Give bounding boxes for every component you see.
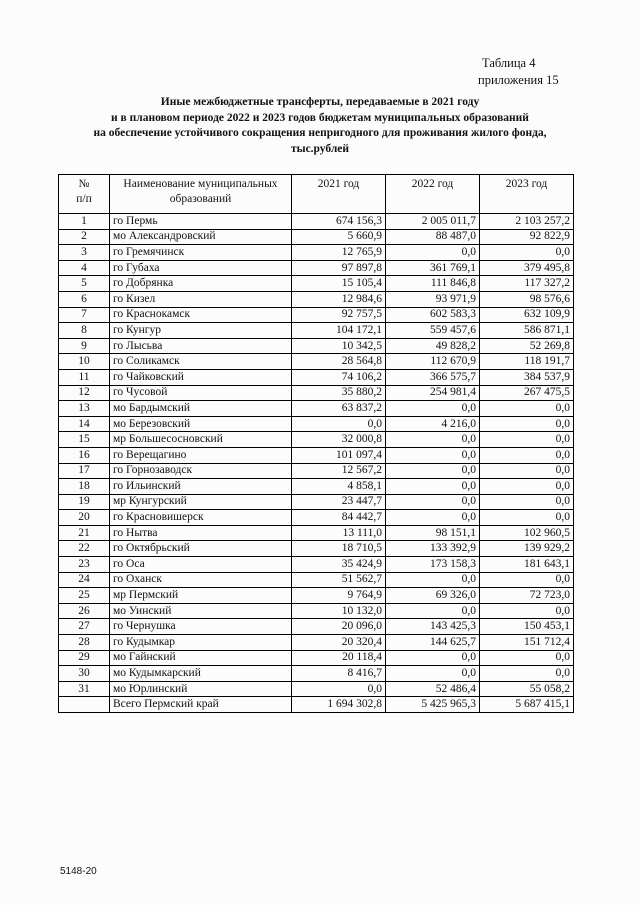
row-value-2021: 101 097,4 [292,447,386,463]
row-value-2021: 12 765,9 [292,245,386,261]
row-municipality: го Добрянка [110,276,292,292]
row-value-2022: 112 670,9 [386,354,480,370]
title-line-1: Иные межбюджетные трансферты, передаваемые в 2021 году [160,96,480,108]
row-municipality: го Кунгур [110,323,292,339]
row-value-2021: 97 897,8 [292,260,386,276]
document-title [60,95,580,157]
row-number: 29 [59,650,110,666]
row-municipality: го Лысьва [110,338,292,354]
header-2022: 2022 год [386,175,480,214]
row-value-2023: 0,0 [480,666,574,682]
row-value-2022: 254 981,4 [386,385,480,401]
table-row [59,541,574,557]
table-row [59,369,574,385]
row-value-2022: 93 971,9 [386,291,480,307]
row-value-2022: 52 486,4 [386,681,480,697]
table-header-row [59,175,574,214]
table-row [59,385,574,401]
row-number: 19 [59,494,110,510]
row-value-2022: 88 487,0 [386,229,480,245]
row-value-2023: 98 576,6 [480,291,574,307]
row-number: 28 [59,635,110,651]
row-municipality: го Кудымкар [110,635,292,651]
table-row [59,588,574,604]
row-value-2021: 8 416,7 [292,666,386,682]
total-number-cell [59,697,110,713]
row-value-2021: 0,0 [292,416,386,432]
table-row [59,557,574,573]
row-value-2021: 5 660,9 [292,229,386,245]
row-municipality: го Пермь [110,214,292,230]
row-value-2022: 0,0 [386,572,480,588]
row-value-2022: 0,0 [386,401,480,417]
header-2021: 2021 год [292,175,386,214]
row-number: 23 [59,557,110,573]
row-value-2021: 13 111,0 [292,525,386,541]
row-value-2022: 173 158,3 [386,557,480,573]
row-number: 10 [59,354,110,370]
row-municipality: мо Уинский [110,603,292,619]
table-row [59,338,574,354]
row-municipality: мр Большесосновский [110,432,292,448]
row-value-2023: 384 537,9 [480,369,574,385]
row-number: 15 [59,432,110,448]
row-value-2022: 0,0 [386,245,480,261]
row-municipality: го Губаха [110,260,292,276]
row-value-2022: 0,0 [386,494,480,510]
table-row [59,354,574,370]
row-value-2021: 32 000,8 [292,432,386,448]
row-number: 21 [59,525,110,541]
table-row [59,463,574,479]
row-value-2021: 4 858,1 [292,479,386,495]
row-municipality: го Чайковский [110,369,292,385]
row-value-2022: 49 828,2 [386,338,480,354]
total-value-2022: 5 425 965,3 [386,697,480,713]
row-municipality: го Верещагино [110,447,292,463]
annex-table-number: Таблица 4 [482,56,536,70]
row-municipality: мр Пермский [110,588,292,604]
table-row [59,229,574,245]
table-row [59,245,574,261]
table-body [59,214,574,713]
header-number-line2: п/п [76,193,92,205]
row-value-2021: 92 757,5 [292,307,386,323]
row-value-2023: 72 723,0 [480,588,574,604]
row-municipality: мо Гайнский [110,650,292,666]
row-value-2023: 0,0 [480,416,574,432]
title-line-2: и в плановом периоде 2022 и 2023 годов бюджетам муниципальных образований [111,111,529,124]
row-municipality: го Ильинский [110,479,292,495]
row-value-2023: 586 871,1 [480,323,574,339]
table-row [59,323,574,339]
row-municipality: мо Березовский [110,416,292,432]
total-value-2021: 1 694 302,8 [292,697,386,713]
row-municipality: мо Юрлинский [110,681,292,697]
table-row [59,572,574,588]
row-value-2022: 69 326,0 [386,588,480,604]
row-number: 22 [59,541,110,557]
row-number: 20 [59,510,110,526]
row-number: 6 [59,291,110,307]
row-value-2021: 35 424,9 [292,557,386,573]
row-value-2021: 84 442,7 [292,510,386,526]
transfers-table [58,174,574,713]
row-value-2023: 0,0 [480,463,574,479]
table-annex-label [478,55,608,89]
row-value-2022: 366 575,7 [386,369,480,385]
table-row [59,401,574,417]
row-municipality: мо Александровский [110,229,292,245]
row-municipality: го Оханск [110,572,292,588]
row-value-2023: 139 929,2 [480,541,574,557]
row-municipality: го Гремячинск [110,245,292,261]
row-municipality: го Краснокамск [110,307,292,323]
row-number: 11 [59,369,110,385]
row-value-2022: 602 583,3 [386,307,480,323]
row-value-2021: 74 106,2 [292,369,386,385]
row-municipality: го Оса [110,557,292,573]
row-value-2022: 98 151,1 [386,525,480,541]
row-value-2021: 35 880,2 [292,385,386,401]
table-row [59,510,574,526]
row-value-2021: 20 320,4 [292,635,386,651]
row-value-2023: 92 822,9 [480,229,574,245]
row-value-2022: 0,0 [386,666,480,682]
header-2023: 2023 год [480,175,574,214]
table-row [59,276,574,292]
row-number: 9 [59,338,110,354]
row-value-2023: 0,0 [480,432,574,448]
row-value-2023: 0,0 [480,572,574,588]
annex-appendix-number: приложения 15 [478,73,559,87]
row-value-2023: 117 327,2 [480,276,574,292]
row-municipality: го Чусовой [110,385,292,401]
table-row [59,619,574,635]
table-row [59,681,574,697]
table-row [59,635,574,651]
row-value-2023: 0,0 [480,479,574,495]
row-value-2021: 18 710,5 [292,541,386,557]
row-value-2023: 0,0 [480,510,574,526]
row-value-2023: 151 712,4 [480,635,574,651]
row-value-2021: 674 156,3 [292,214,386,230]
table-row [59,479,574,495]
row-value-2021: 9 764,9 [292,588,386,604]
row-value-2021: 12 984,6 [292,291,386,307]
table-total-row [59,697,574,713]
row-number: 26 [59,603,110,619]
row-value-2023: 632 109,9 [480,307,574,323]
row-value-2022: 559 457,6 [386,323,480,339]
row-number: 25 [59,588,110,604]
row-number: 16 [59,447,110,463]
row-value-2022: 133 392,9 [386,541,480,557]
row-municipality: го Соликамск [110,354,292,370]
row-value-2023: 0,0 [480,494,574,510]
table-row [59,494,574,510]
row-municipality: го Чернушка [110,619,292,635]
table-row [59,291,574,307]
row-municipality: мо Бардымский [110,401,292,417]
row-number: 1 [59,214,110,230]
row-number: 24 [59,572,110,588]
table-row [59,447,574,463]
row-municipality: го Красновишерск [110,510,292,526]
row-value-2021: 20 118,4 [292,650,386,666]
table-row [59,214,574,230]
row-number: 14 [59,416,110,432]
header-name-line1: Наименование муниципальных [123,178,278,190]
title-line-4: тыс.рублей [290,142,350,155]
row-number: 8 [59,323,110,339]
row-number: 18 [59,479,110,495]
header-name-line2: образований [169,193,232,205]
row-value-2021: 23 447,7 [292,494,386,510]
row-value-2023: 118 191,7 [480,354,574,370]
row-value-2022: 111 846,8 [386,276,480,292]
table-row [59,416,574,432]
row-number: 30 [59,666,110,682]
row-value-2021: 63 837,2 [292,401,386,417]
row-municipality: го Нытва [110,525,292,541]
row-value-2021: 20 096,0 [292,619,386,635]
row-value-2022: 143 425,3 [386,619,480,635]
header-number [59,175,110,214]
row-value-2022: 0,0 [386,432,480,448]
row-value-2023: 181 643,1 [480,557,574,573]
row-number: 13 [59,401,110,417]
row-number: 17 [59,463,110,479]
row-value-2021: 104 172,1 [292,323,386,339]
table-row [59,666,574,682]
table-row [59,432,574,448]
row-value-2022: 0,0 [386,479,480,495]
row-value-2021: 10 132,0 [292,603,386,619]
row-value-2022: 361 769,1 [386,260,480,276]
row-value-2021: 0,0 [292,681,386,697]
row-value-2023: 0,0 [480,401,574,417]
row-value-2023: 55 058,2 [480,681,574,697]
row-value-2022: 4 216,0 [386,416,480,432]
row-value-2022: 144 625,7 [386,635,480,651]
row-value-2022: 0,0 [386,650,480,666]
row-value-2023: 2 103 257,2 [480,214,574,230]
row-municipality: го Кизел [110,291,292,307]
row-number: 5 [59,276,110,292]
header-name [110,175,292,214]
row-value-2022: 0,0 [386,603,480,619]
table-row [59,603,574,619]
total-label: Всего Пермский край [110,697,292,713]
title-line-3: на обеспечение устойчивого сокращения непригодного для проживания жилого фонда, [93,127,547,139]
row-municipality: мр Кунгурский [110,494,292,510]
row-municipality: го Горнозаводск [110,463,292,479]
row-value-2022: 0,0 [386,463,480,479]
row-value-2021: 15 105,4 [292,276,386,292]
table-row [59,650,574,666]
header-number-line1: № [78,178,90,190]
row-municipality: мо Кудымкарский [110,666,292,682]
row-municipality: го Октябрьский [110,541,292,557]
row-number: 3 [59,245,110,261]
row-value-2021: 51 562,7 [292,572,386,588]
table-row [59,260,574,276]
row-value-2021: 28 564,8 [292,354,386,370]
total-value-2023: 5 687 415,1 [480,697,574,713]
row-number: 4 [59,260,110,276]
row-value-2023: 150 453,1 [480,619,574,635]
row-value-2023: 52 269,8 [480,338,574,354]
row-value-2023: 0,0 [480,245,574,261]
row-value-2023: 379 495,8 [480,260,574,276]
row-number: 12 [59,385,110,401]
row-value-2022: 2 005 011,7 [386,214,480,230]
row-value-2021: 10 342,5 [292,338,386,354]
row-value-2022: 0,0 [386,447,480,463]
table-row [59,307,574,323]
row-value-2023: 267 475,5 [480,385,574,401]
row-number: 7 [59,307,110,323]
document-code: 5148-20 [60,866,97,877]
row-value-2023: 0,0 [480,650,574,666]
row-value-2023: 102 960,5 [480,525,574,541]
row-number: 2 [59,229,110,245]
row-number: 27 [59,619,110,635]
row-value-2023: 0,0 [480,447,574,463]
row-value-2023: 0,0 [480,603,574,619]
row-number: 31 [59,681,110,697]
row-value-2022: 0,0 [386,510,480,526]
row-value-2021: 12 567,2 [292,463,386,479]
table-row [59,525,574,541]
